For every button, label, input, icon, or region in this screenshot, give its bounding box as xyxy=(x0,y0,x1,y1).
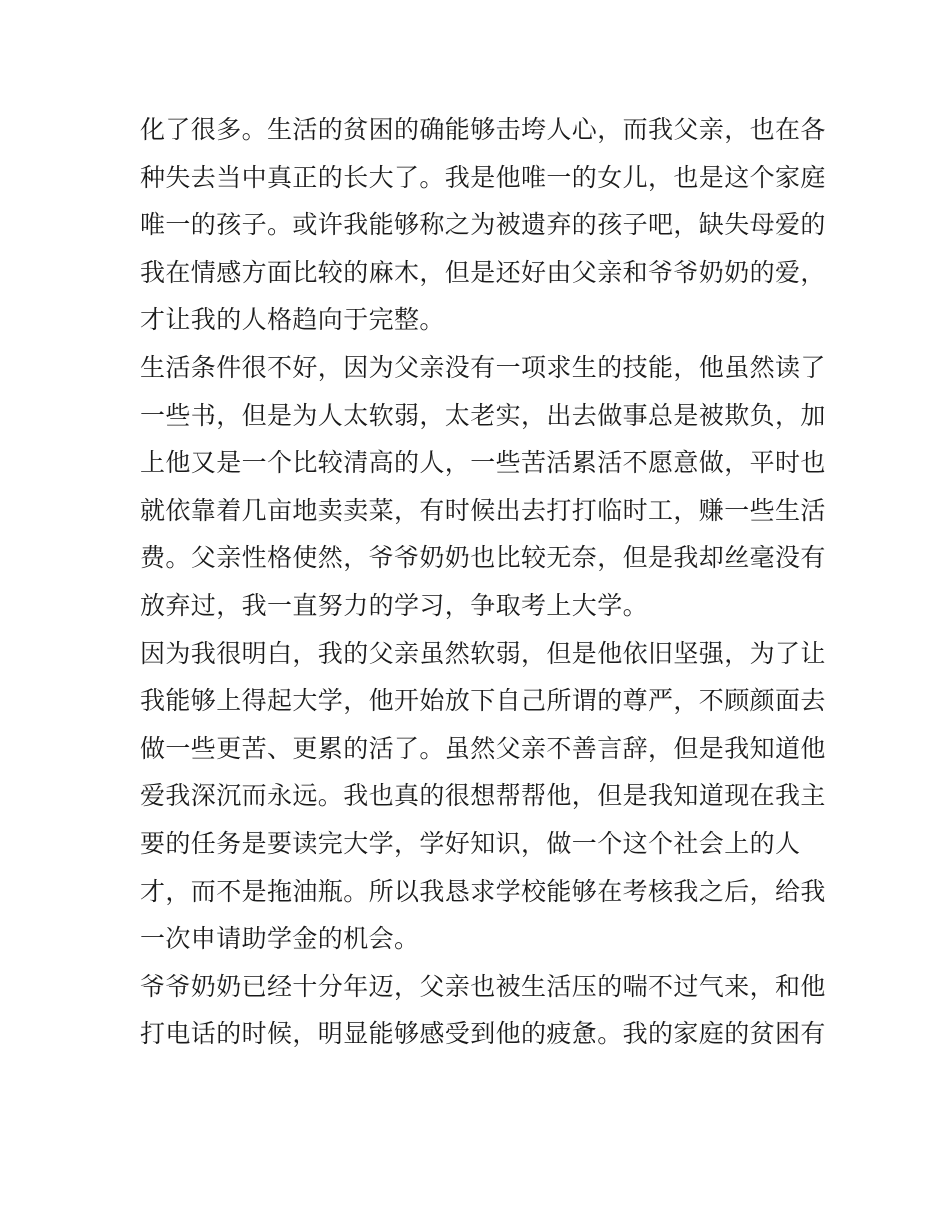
text-line: 上他又是一个比较清高的人，一些苦活累活不愿意做，平时也 xyxy=(140,448,826,478)
text-line: 生活条件很不好，因为父亲没有一项求生的技能，他虽然读了 xyxy=(140,352,826,382)
text-line: 唯一的孩子。或许我能够称之为被遗弃的孩子吧，缺失母爱的 xyxy=(140,210,826,240)
text-line: 种失去当中真正的长大了。我是他唯一的女儿，也是这个家庭 xyxy=(140,162,826,192)
text-line: 做一些更苦、更累的活了。虽然父亲不善言辞，但是我知道他 xyxy=(140,733,826,763)
text-line: 爷爷奶奶已经十分年迈，父亲也被生活压的喘不过气来，和他 xyxy=(140,971,826,1001)
text-line: 一次申请助学金的机会。 xyxy=(140,924,420,954)
paragraph-1 xyxy=(140,106,826,344)
paragraph-3 xyxy=(140,630,826,963)
body-text xyxy=(140,106,826,1058)
text-line: 因为我很明白，我的父亲虽然软弱，但是他依旧坚强，为了让 xyxy=(140,638,826,668)
text-line: 一些书，但是为人太软弱，太老实，出去做事总是被欺负，加 xyxy=(140,400,826,430)
text-line: 化了很多。生活的贫困的确能够击垮人心，而我父亲，也在各 xyxy=(140,115,826,144)
paragraph-4 xyxy=(140,963,826,1058)
text-line: 爱我深沉而永远。我也真的很想帮帮他，但是我知道现在我主 xyxy=(140,781,826,811)
text-line: 我在情感方面比较的麻木，但是还好由父亲和爷爷奶奶的爱， xyxy=(140,257,826,287)
text-line: 才，而不是拖油瓶。所以我恳求学校能够在考核我之后，给我 xyxy=(140,876,826,906)
text-line: 我能够上得起大学，他开始放下自己所谓的尊严，不顾颜面去 xyxy=(140,686,826,716)
paragraph-2 xyxy=(140,344,826,630)
text-line: 就依靠着几亩地卖卖菜，有时候出去打打临时工，赚一些生活 xyxy=(140,495,826,525)
text-line: 才让我的人格趋向于完整。 xyxy=(140,305,445,335)
text-line: 要的任务是要读完大学，学好知识，做一个这个社会上的人 xyxy=(140,828,801,858)
text-line: 放弃过，我一直努力的学习，争取考上大学。 xyxy=(140,590,649,620)
text-line: 打电话的时候，明显能够感受到他的疲惫。我的家庭的贫困有 xyxy=(140,1019,826,1049)
text-line: 费。父亲性格使然，爷爷奶奶也比较无奈，但是我却丝毫没有 xyxy=(140,543,826,573)
